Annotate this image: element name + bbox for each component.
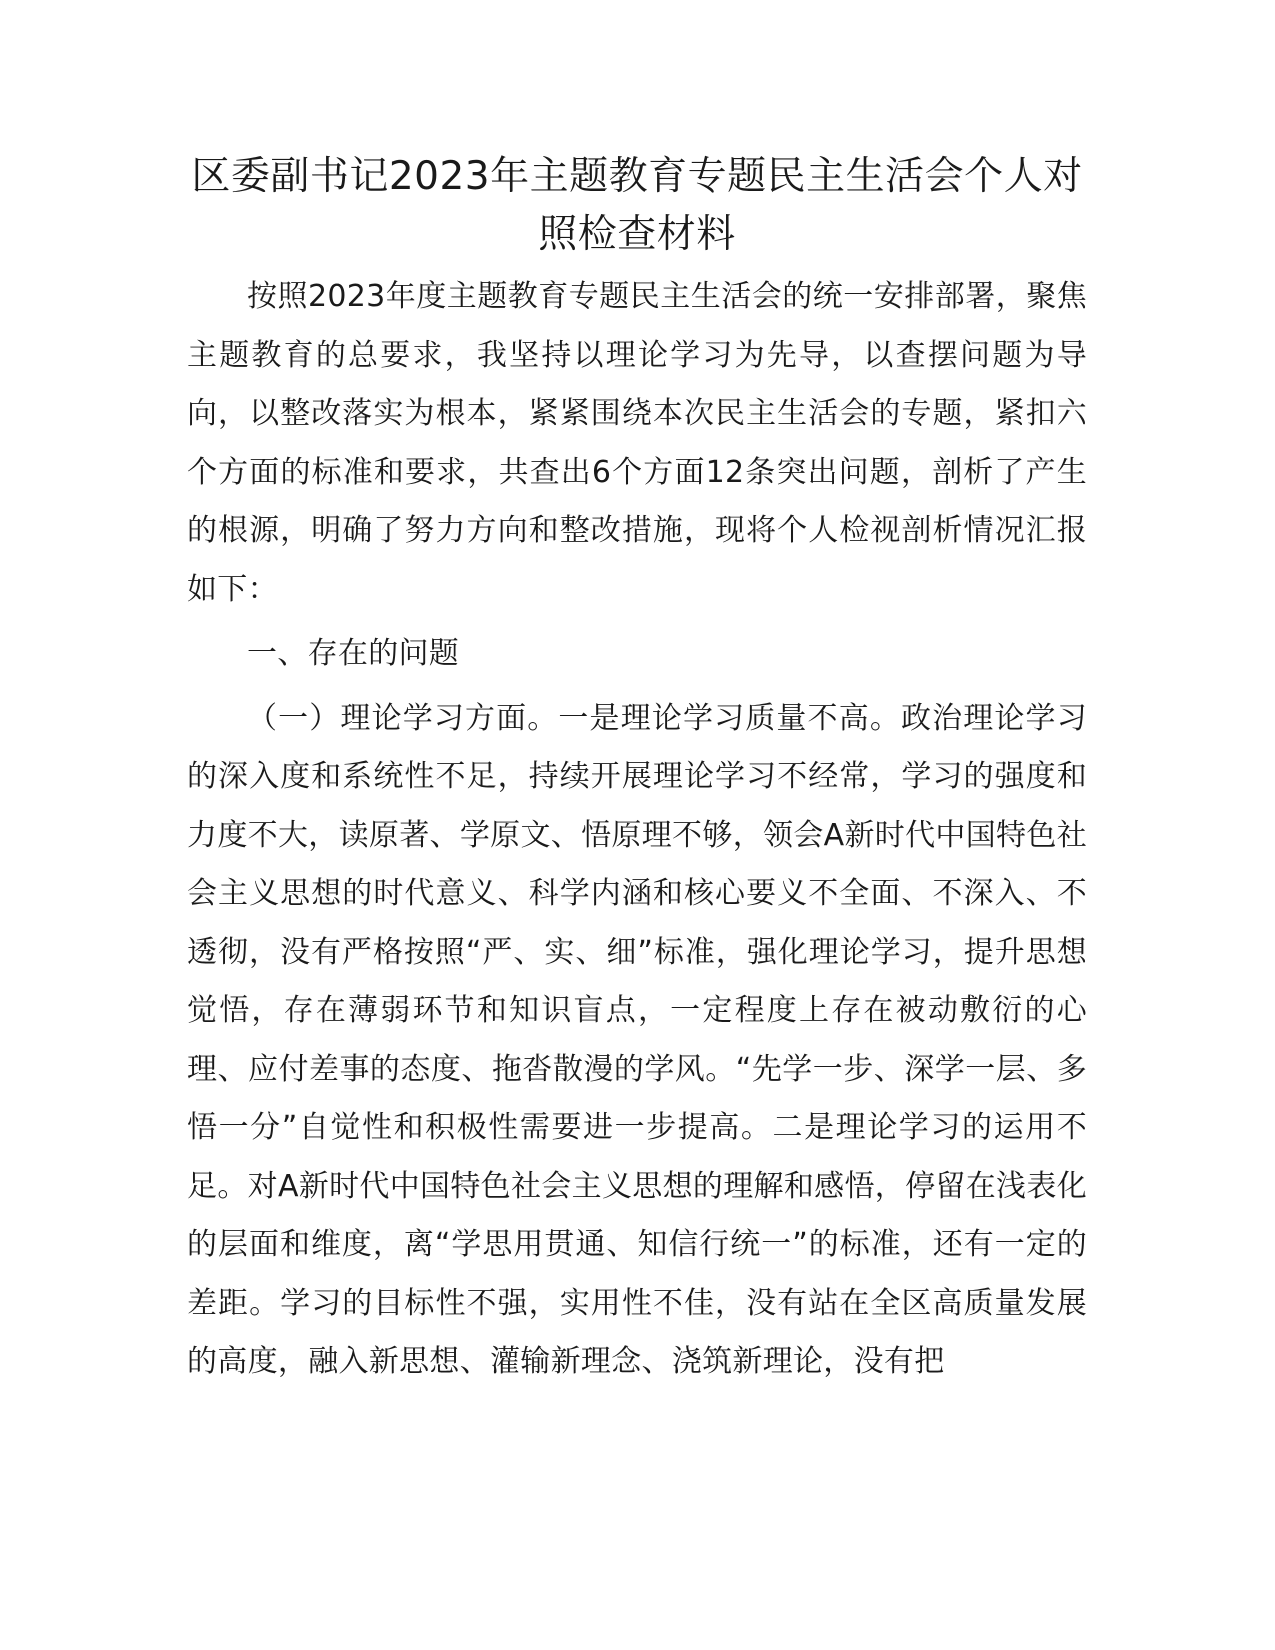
theory-study-paragraph: （一）理论学习方面。一是理论学习质量不高。政治理论学习的深入度和系统性不足，持续开展理论学习不经常，学习的强度和力度不大，读原著、学原文、悟原理不够，领会A新时代中国特色社会主义思想的时代意义、科学内涵和核心要义不全面、不深入、不透彻，没有严格按照“严、实、细”标准，强化理论学习，提升思想觉悟，存在薄弱环节和知识盲点，一定程度上存在被动敷衍的心理、应付差事的态度、拖沓散漫的学风。“先学一步、深学一层、多悟一分”自觉性和积极性需要进一步提高。二是理论学习的运用不足。对A新时代中国特色社会主义思想的理解和感悟，停留在浅表化的层面和维度，离“学思用贯通、知信行统一”的标准，还有一定的差距。学习的目标性不强，实用性不佳，没有站在全区高质量发展的高度，融入新思想、灌输新理念、浇筑新理论，没有把	[187, 700, 1087, 1379]
section-heading: 一、存在的问题	[247, 636, 460, 671]
document-body	[187, 148, 1087, 1392]
document-title: 区委副书记2023年主题教育专题民主生活会个人对照检查材料	[191, 154, 1083, 257]
intro-paragraph: 按照2023年度主题教育专题民主生活会的统一安排部署，聚焦主题教育的总要求，我坚持以理论学习为先导，以查摆问题为导向，以整改落实为根本，紧紧围绕本次民主生活会的专题，紧扣六个方面的标准和要求，共查出6个方面12条突出问题，剖析了产生的根源，明确了努力方向和整改措施，现将个人检视剖析情况汇报如下：	[187, 279, 1087, 607]
